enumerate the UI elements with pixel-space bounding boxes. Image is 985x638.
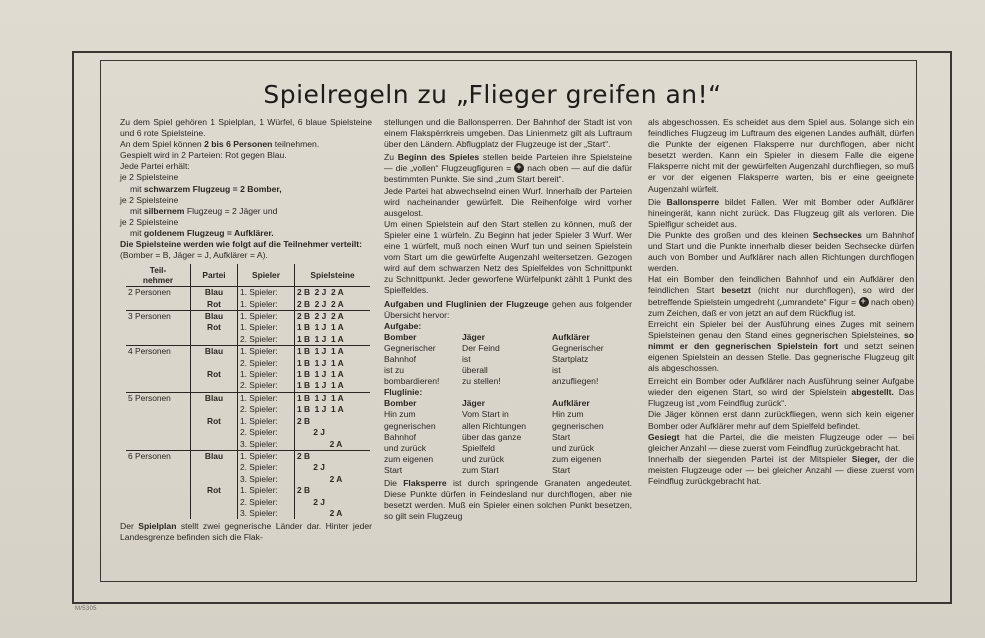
paragraph: Erreicht ein Spieler bei der Ausführung eines Zuges mit seinem Spielsteinen genau den Stand eines gegnerischen Spielsteines, so nimmt er den gegnerischen Spielstein fort und setzt seinen eigenen Spielstein an dessen Stelle. Das gegnerische Flugzeug gilt als abgeschossen. xyxy=(648,318,914,374)
paragraph: je 2 Spielsteine xyxy=(120,172,179,183)
fluglinie-grid xyxy=(384,398,632,476)
table-cell: 2 J xyxy=(295,497,371,508)
grid-cell: ist zu xyxy=(384,365,405,376)
grid-cell: über das ganze xyxy=(462,431,522,442)
table-cell: 1. Spieler: xyxy=(238,485,295,496)
table-row xyxy=(126,450,370,462)
grid-cell: bombardieren! xyxy=(384,376,440,387)
paragraph: Die Punkte des großen und des kleinen Sechseckes um Bahnhof und Start und die Punkte innerhalb dieser beiden Sechsecke dürfen auch von Bomber und Aufklärer nach allen Richtungen durchflogen werden. xyxy=(648,229,915,274)
table-cell xyxy=(191,462,238,473)
table-row xyxy=(126,334,370,346)
table-cell xyxy=(191,497,238,508)
grid-cell: und zurück xyxy=(462,453,505,464)
table-cell xyxy=(191,380,238,392)
table-cell: 1. Spieler: xyxy=(238,392,295,404)
table-cell: 2. Spieler: xyxy=(238,497,295,508)
table-cell: 1 B 1 J 1 A xyxy=(295,358,371,369)
table-row xyxy=(126,416,370,427)
grid-cell: gegnerischen xyxy=(384,420,436,431)
paragraph: An dem Spiel können 2 bis 6 Personen teilnehmen. xyxy=(120,139,320,150)
table-cell: 2 A xyxy=(295,474,371,485)
grid-cell: zum Start xyxy=(462,464,499,475)
table-cell: Rot xyxy=(191,322,238,333)
table-cell xyxy=(191,404,238,415)
print-code: M/5305 xyxy=(75,606,97,612)
table-cell: 2 A xyxy=(295,439,371,451)
table-cell: Blau xyxy=(191,346,238,358)
table-cell xyxy=(191,427,238,438)
paragraph: Jede Partei erhält: xyxy=(120,161,190,172)
grid-cell: Start xyxy=(552,464,571,475)
grid-header: Bomber xyxy=(384,331,417,342)
table-cell: 2 B 2 J 2 A xyxy=(295,299,371,311)
table-cell: 2 A xyxy=(295,508,371,519)
grid-cell: Start xyxy=(384,464,403,475)
grid-cell: Hin zum xyxy=(384,409,416,420)
table-cell: 3. Spieler: xyxy=(238,439,295,451)
table-cell: Blau xyxy=(191,450,238,462)
table-cell xyxy=(126,474,191,485)
section-label: Aufgabe: xyxy=(384,320,422,331)
table-cell: 2 B xyxy=(295,485,371,496)
grid-cell: anzufliegen! xyxy=(552,376,599,387)
grid-cell: überall xyxy=(462,365,488,376)
paragraph: Zu dem Spiel gehören 1 Spielplan, 1 Würfel, 6 blaue Spielsteine und 6 rote Spielsteine. xyxy=(120,117,372,139)
grid-cell: zum eigenen xyxy=(552,453,602,464)
paragraph: Die Ballonsperre bildet Fallen. Wer mit Bomber oder Aufklärer hineingerät, kann nicht zurück. Das Flugzeug gilt als verloren. Die Spielfigur scheidet aus. xyxy=(648,196,914,229)
grid-cell: Bahnhof xyxy=(384,353,417,364)
table-cell xyxy=(126,358,191,369)
table-cell xyxy=(126,497,191,508)
table-cell xyxy=(126,427,191,438)
paragraph: Die Jäger können erst dann zurückfliegen, wenn sich kein eigener Bomber oder Aufklärer mehr auf dem Spielfeld befindet. xyxy=(648,409,914,431)
table-row xyxy=(126,358,370,369)
table-cell: 3. Spieler: xyxy=(238,508,295,519)
table-cell: Blau xyxy=(191,392,238,404)
paragraph: Gespielt wird in 2 Parteien: Rot gegen Blau. xyxy=(120,150,287,161)
table-cell: 2 J xyxy=(295,462,371,473)
table-row xyxy=(126,427,370,438)
table-cell: Blau xyxy=(191,311,238,323)
grid-cell: Der Feind xyxy=(462,342,500,353)
table-cell: 1. Spieler: xyxy=(238,416,295,427)
table-row xyxy=(126,311,370,323)
paragraph: Aufgaben und Fluglinien der Flugzeuge gehen aus folgender Übersicht hervor: xyxy=(384,298,632,320)
table-cell xyxy=(191,358,238,369)
table-cell: Rot xyxy=(191,369,238,380)
paragraph: Um einen Spielstein auf den Start stellen zu können, muß der Spieler eine 1 würfeln. Zu Beginn hat jeder Spieler 3 Wurf. Wer eine 1 würfelt, muß noch einen Wurf tun und seinen Spielstein vom Start um die gewürfelte Augenzahl weitersetzen. Gezogen wird auf dem schwarzen Netz des Spielfeldes von Schnittpunkt zu Schnittpunkt. Jeder geworfene Würfelpunkt zählt 1 Punkt des Spielfeldes. xyxy=(384,218,632,296)
table-cell xyxy=(126,404,191,415)
grid-cell: Start xyxy=(552,431,571,442)
table-row xyxy=(126,462,370,473)
table-cell: 1 B 1 J 1 A xyxy=(295,369,371,380)
table-header: Partei xyxy=(191,264,238,287)
paragraph: Erreicht ein Bomber oder Aufklärer nach Ausführung seiner Aufgabe wieder den eigenen Start, so wird der Spielstein abgestellt. Das Flugzeug ist „vom Feindflug zurück“. xyxy=(648,376,914,409)
table-cell xyxy=(126,334,191,346)
table-row xyxy=(126,392,370,404)
table-row xyxy=(126,404,370,415)
paragraph: Die Flaksperre ist durch springende Granaten angedeutet. Diese Punkte dürfen in Feindesland nur durchflogen, aber nie besetzt werden. Muß ein Spieler einen solchen Punkt besetzen, so gilt sein Flugzeug xyxy=(384,478,632,522)
table-cell: 3 Personen xyxy=(126,311,191,323)
table-header: Spieler xyxy=(238,264,295,287)
column-1 xyxy=(120,117,372,544)
table-cell: 1 B 1 J 1 A xyxy=(295,404,371,415)
table-cell: Rot xyxy=(191,416,238,427)
paragraph: (Bomber = B, Jäger = J, Aufklärer = A). xyxy=(120,250,268,261)
table-cell: 3. Spieler: xyxy=(238,474,295,485)
table-cell xyxy=(126,439,191,451)
table-cell: 1. Spieler: xyxy=(238,322,295,333)
table-cell xyxy=(126,485,191,496)
aufgabe-grid xyxy=(384,332,632,387)
table-cell: 2 Personen xyxy=(128,287,171,298)
column-3 xyxy=(648,117,914,487)
table-cell: 2 B xyxy=(295,416,371,427)
table-row xyxy=(126,369,370,380)
paragraph: Jede Partei hat abwechselnd einen Wurf. Innerhalb der Parteien wird nacheinander gewürfelt. Die Reihenfolge wird vorher ausgelost. xyxy=(384,185,632,218)
grid-cell: Bahnhof xyxy=(384,431,417,442)
grid-cell: Gegnerischer xyxy=(384,342,436,353)
paragraph: Gesiegt hat die Partei, die die meisten Flugzeuge oder — bei gleicher Anzahl — diese zuerst vom Feindflug zurückgebracht hat. xyxy=(648,431,914,453)
table-cell: Blau xyxy=(191,287,238,299)
grid-cell: allen Richtungen xyxy=(462,420,527,431)
grid-header: Aufklärer xyxy=(552,331,590,342)
table-cell: 5 Personen xyxy=(126,392,191,404)
paragraph: mit schwarzem Flugzeug = 2 Bomber, xyxy=(130,183,282,194)
grid-cell: zu stellen! xyxy=(462,376,501,387)
table-cell xyxy=(126,299,191,311)
grid-cell: und zurück xyxy=(384,442,427,453)
grid-cell: ist xyxy=(552,365,561,376)
table-cell xyxy=(191,334,238,346)
table-cell xyxy=(126,416,191,427)
table-cell: 1. Spieler: xyxy=(238,311,295,323)
table-cell: 1. Spieler: xyxy=(238,369,295,380)
grid-header: Bomber xyxy=(384,398,417,409)
table-cell: Rot xyxy=(191,299,238,311)
table-cell: 1 B 1 J 1 A xyxy=(295,392,371,404)
table-cell: 2. Spieler: xyxy=(238,404,295,415)
paragraph: Die Spielsteine werden wie folgt auf die Teilnehmer verteilt: xyxy=(120,239,362,250)
column-2 xyxy=(384,117,632,522)
grid-header: Jäger xyxy=(462,398,485,409)
table-row xyxy=(126,474,370,485)
table-header: Teil- nehmer xyxy=(126,264,191,287)
table-cell: 1 B 1 J 1 A xyxy=(295,346,371,358)
table-cell xyxy=(126,380,191,392)
table-cell xyxy=(191,508,238,519)
table-cell: Rot xyxy=(191,485,238,496)
table-cell: 6 Personen xyxy=(126,450,191,462)
page-title: Spielregeln zu „Flieger greifen an!“ xyxy=(263,80,722,109)
grid-cell: Hin zum xyxy=(552,409,584,420)
full-plane-figure-icon xyxy=(514,163,524,173)
grid-header: Jäger xyxy=(462,331,485,342)
table-cell xyxy=(126,322,191,333)
paragraph: Innerhalb der siegenden Partei ist der Mitspieler Sieger, der die meisten Flugzeuge oder — bei gleicher Anzahl — diese zuerst vom Feindflug zurückgebracht hat. xyxy=(648,453,914,486)
grid-cell: ist xyxy=(462,353,471,364)
paragraph: als abgeschossen. Es scheidet aus dem Spiel aus. Solange sich ein feindliches Flugzeug im Luftraum des eigenen Landes aufhält, dürfen die Punkte der eigenen Flaksperre nur durchflogen, aber nicht besetzt werden. Kann ein Spieler in diesem Falle die eigene Flaksperre nicht mit der gewürfelten Augenzahl durchfliegen, so muß er vor der eigenen Flaksperre warten, bis er eine geeignete Augenzahl würfelt. xyxy=(648,117,914,194)
grid-cell: Vom Start in xyxy=(462,409,509,420)
table-cell: 2 J xyxy=(295,427,371,438)
grid-cell: Gegnerischer xyxy=(552,342,604,353)
table-cell: 2 B 2 J 2 A xyxy=(295,287,371,299)
grid-cell: gegnerischen xyxy=(552,420,604,431)
table-cell: 2 B 2 J 2 A xyxy=(295,311,371,323)
table-row xyxy=(126,322,370,333)
table-cell: 2. Spieler: xyxy=(238,334,295,346)
grid-cell: Startplatz xyxy=(552,353,589,364)
table-row xyxy=(126,439,370,451)
table-header: Spielsteine xyxy=(295,264,371,287)
paragraph: mit silbernem Flugzeug = 2 Jäger und xyxy=(130,205,278,216)
outlined-plane-figure-icon xyxy=(859,297,869,307)
grid-cell: zum eigenen xyxy=(384,453,434,464)
table-row xyxy=(126,508,370,519)
table-cell xyxy=(126,462,191,473)
grid-cell: Spielfeld xyxy=(462,442,495,453)
table-row xyxy=(126,287,370,299)
paragraph: je 2 Spielsteine xyxy=(120,216,179,227)
section-label: Fluglinie: xyxy=(384,387,423,398)
table-row xyxy=(126,497,370,508)
paragraph: Zu Beginn des Spieles stellen beide Parteien ihre Spielsteine — die „vollen“ Flugzeugfiguren = + nach oben — auf die dafür bestimmten Punkte. Sie sind „zum Start bereit“. xyxy=(384,152,632,185)
table-cell xyxy=(191,439,238,451)
table-cell: 1 B 1 J 1 A xyxy=(295,334,371,346)
table-cell: 2. Spieler: xyxy=(238,462,295,473)
table-cell: 1. Spieler: xyxy=(238,299,295,311)
table-row xyxy=(126,485,370,496)
table-cell xyxy=(126,369,191,380)
table-cell: 2. Spieler: xyxy=(238,380,295,392)
table-cell: 4 Personen xyxy=(126,346,191,358)
paragraph: mit goldenem Flugzeug = Aufklärer. xyxy=(130,227,274,238)
table-cell: 1 B 1 J 1 A xyxy=(295,380,371,392)
table-cell xyxy=(191,474,238,485)
table-row xyxy=(126,380,370,392)
table-row xyxy=(126,346,370,358)
grid-header: Aufklärer xyxy=(552,398,590,409)
table-cell: 2 B xyxy=(295,450,371,462)
table-cell: 2. Spieler: xyxy=(238,358,295,369)
table-cell: 1 B 1 J 1 A xyxy=(295,322,371,333)
table-cell: 1. Spieler: xyxy=(238,450,295,462)
distribution-table xyxy=(126,264,370,519)
table-cell: 2. Spieler: xyxy=(238,427,295,438)
paragraph: stellungen und die Ballonsperren. Der Bahnhof der Stadt ist von einem Flakspërrkreis umgeben. Das Linienmetz gilt als Luftraum über den Ländern. Abflugplatz der Flugzeuge ist der „Start“. xyxy=(384,117,632,150)
paragraph: Hat ein Bomber den feindlichen Bahnhof und ein Aufklärer den feindlichen Start besetzt (nicht nur durchflogen), so wird der betreffende Spielstein umgedreht („umrandete“ Figur = + nach oben) zum Zeichen, daß er von jetzt an auf dem Rückflug ist. xyxy=(648,274,914,318)
grid-cell: und zurück xyxy=(552,442,595,453)
table-cell: 1. Spieler: xyxy=(238,346,295,358)
paragraph: je 2 Spielsteine xyxy=(120,194,179,205)
table-cell xyxy=(126,508,191,519)
table-row xyxy=(126,299,370,311)
paragraph: Der Spielplan stellt zwei gegnerische Länder dar. Hinter jeder Landesgrenze befinden sich die Flak- xyxy=(120,521,372,543)
table-cell: 1. Spieler: xyxy=(238,287,295,299)
